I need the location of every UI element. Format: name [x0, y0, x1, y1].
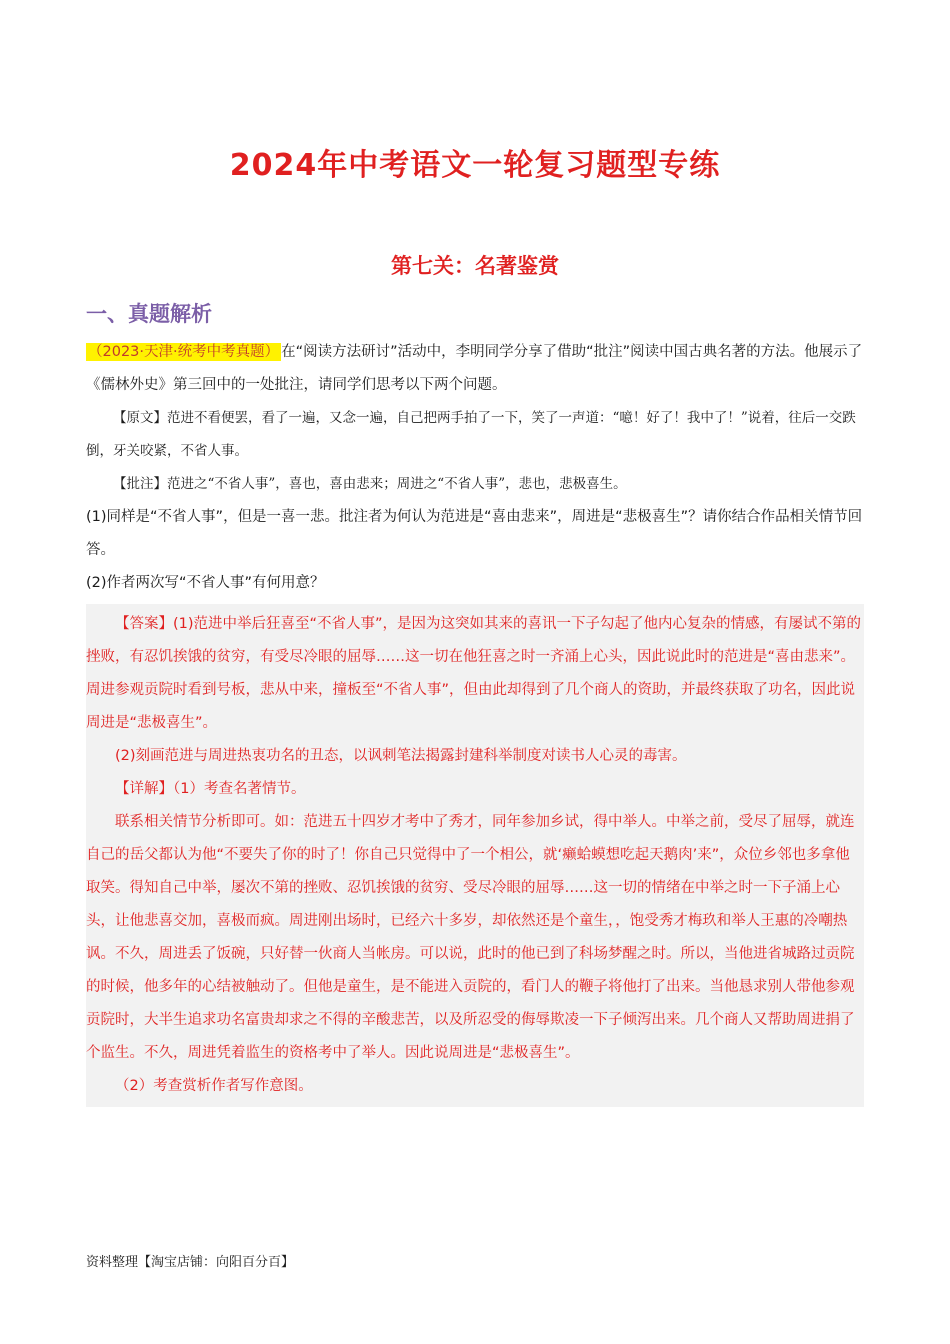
question-1: (1)同样是“不省人事”，但是一喜一悲。批注者为何认为范进是“喜由悲来”，周进是“悲极喜生”？请你结合作品相关情节回答。 [86, 509, 863, 558]
original-text: 【原文】范进不看便罢，看了一遍，又念一遍，自己把两手拍了一下，笑了一声道：“噫！好了！我中了！”说着，往后一交跌倒，牙关咬紧，不省人事。 [86, 410, 856, 459]
detail-1-head [86, 773, 864, 806]
detail-2-head: （2）考查赏析作者写作意图。 [115, 1078, 313, 1094]
answer-label: 【答案】 [115, 616, 173, 632]
answer-1-text: (1)范进中举后狂喜至“不省人事”，是因为这突如其来的喜讯一下子勾起了他内心复杂的情感，有屡试不第的挫败，有忍饥挨饿的贫穷，有受尽冷眼的屈辱……这一切在他狂喜之时一齐涌上心头，因此说此时的范进是“喜由悲来”。周进参观贡院时看到号板，悲从中来，撞板至“不省人事”，但由此却得到了几个商人的资助，并最终获取了功名，因此说周进是“悲极喜生”。 [86, 616, 862, 731]
detail-1-body: 联系相关情节分析即可。如：范进五十四岁才考中了秀才，同年参加乡试，得中举人。中举之前，受尽了屈辱，就连自己的岳父都认为他“不要失了你的时了！你自己只觉得中了一个相公，就‘癞蛤蟆想吃起天鹅肉’来”，众位乡邻也多拿他取笑。得知自己中举，屡次不第的挫败、忍饥挨饿的贫穷、受尽冷眼的屈辱……这一切的情绪在中举之时一下子涌上心头，让他悲喜交加，喜极而疯。周进刚出场时，已经六十多岁，却依然还是个童生，，饱受秀才梅玖和举人王惠的冷嘲热讽。不久，周进丢了饭碗，只好替一伙商人当帐房。可以说，此时的他已到了科场梦醒之时。所以，当他进省城路过贡院的时候，他多年的心结被触动了。但他是童生，是不能进入贡院的，看门人的鞭子将他打了出来。当他恳求别人带他参观贡院时，大半生追求功名富贵却求之不得的辛酸悲苦，以及所忍受的侮辱欺凌一下子倾泻出来。几个商人又帮助周进捐了个监生。不久，周进凭着监生的资格考中了举人。因此说周进是“悲极喜生”。 [86, 814, 855, 1061]
question-intro [86, 336, 864, 402]
question-content [86, 336, 864, 1107]
answer-2: (2)刻画范进与周进热衷功名的丑态，以讽刺笔法揭露封建科举制度对读书人心灵的毒害。 [115, 748, 687, 764]
question-intro-text: 在“阅读方法研讨”活动中，李明同学分享了借助“批注”阅读中国古典名著的方法。他展示了《儒林外史》第三回中的一处批注，请同学们思考以下两个问题。 [86, 344, 863, 393]
page-title: 2024年中考语文一轮复习题型专练 [229, 148, 721, 183]
answer-1 [86, 608, 864, 740]
answer-box [86, 604, 864, 1107]
chapter-subtitle: 第七关：名著鉴赏 [391, 254, 559, 278]
detail-label: 【详解】 [115, 781, 173, 797]
detail-1-head-text: （1）考查名著情节。 [173, 781, 306, 797]
source-tag: （2023·天津·统考中考真题） [88, 344, 280, 360]
question-2: (2)作者两次写“不省人事”有何用意？ [86, 575, 325, 591]
section-heading: 一、真题解析 [86, 302, 212, 326]
annotation-text: 【批注】范进之“不省人事”，喜也，喜由悲来；周进之“不省人事”，悲也，悲极喜生。 [113, 476, 627, 492]
footer-note: 资料整理【淘宝店铺：向阳百分百】 [86, 1255, 295, 1270]
